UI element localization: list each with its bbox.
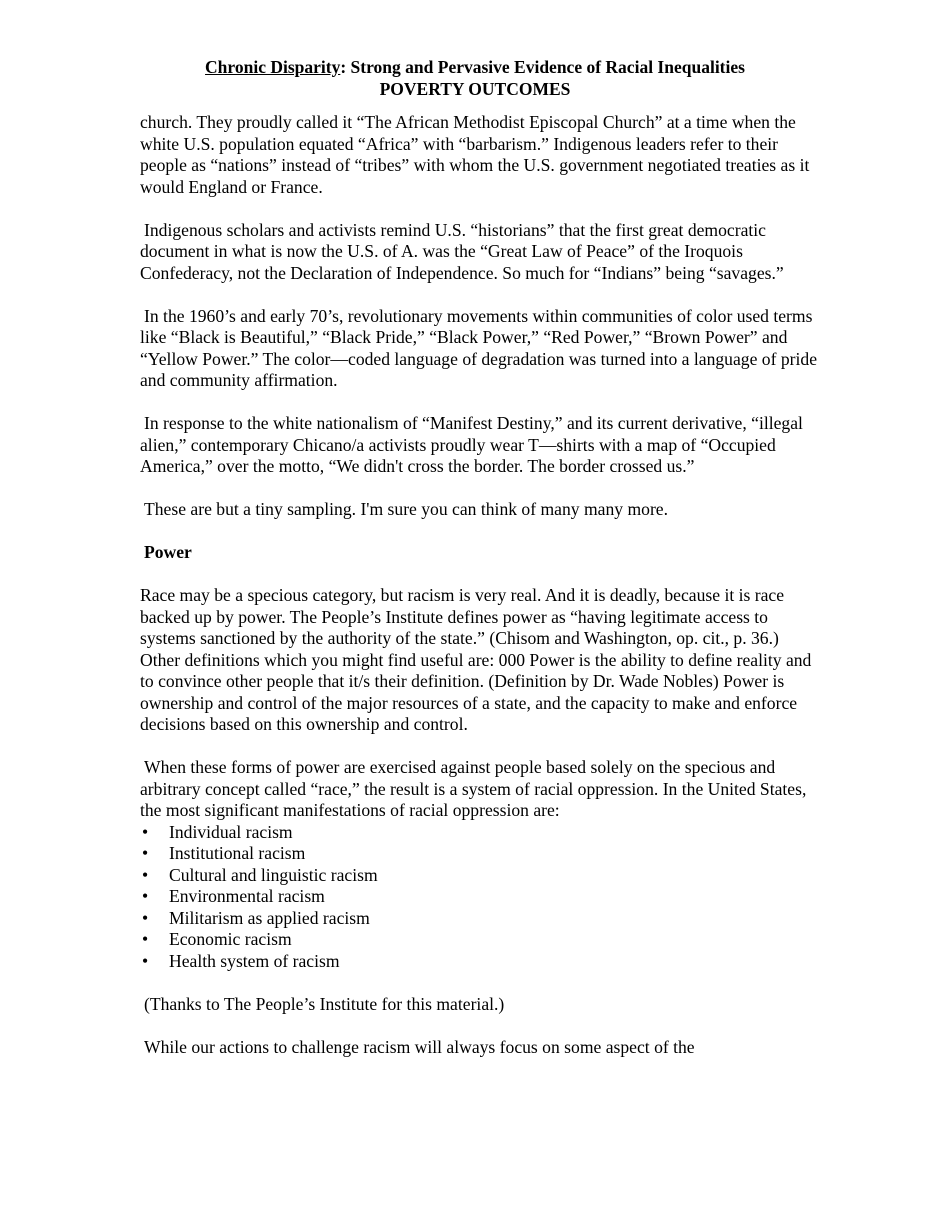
header-title-underlined: Chronic Disparity (205, 57, 341, 77)
paragraph-2: Indigenous scholars and activists remind U.S. “historians” that the first great democratic document in what is now the U.S. of A. was the “Great Law of Peace” of the Iroquois Confederacy, not the Declaration of Independence. So much for “Indians” being “savages.” (140, 219, 784, 283)
list-item-text: Individual racism (169, 821, 293, 842)
section-heading-power: Power (144, 542, 192, 562)
bullet-icon: • (142, 929, 149, 949)
list-item (140, 886, 820, 908)
list-item-text: Economic racism (169, 929, 292, 949)
page-header (0, 56, 950, 100)
paragraph-6: Race may be a specious category, but racism is very real. And it is deadly, because it is race backed up by power. The People’s Institute defines power as “having legitimate access to systems sanctioned by the authority of the state.” (Chisom and Washington, op. cit., p. 36.) Other definitions which you might find useful are: 000 Power is the ability to define reality and to convince other people that it/s their definition. (Definition by Dr. Wade Nobles) Power is ownership and control of the major resources of a state, and the capacity to make and enforce decisions based on this ownership and control. (140, 585, 812, 734)
header-subtitle: POVERTY OUTCOMES (379, 79, 571, 99)
list-item-text: Health system of racism (169, 950, 340, 971)
list-item (140, 929, 820, 951)
document-body (140, 112, 820, 1080)
racism-manifestations-list (140, 822, 820, 973)
bullet-icon: • (142, 886, 149, 906)
paragraph-5: These are but a tiny sampling. I'm sure you can think of many many more. (144, 499, 669, 519)
list-item (140, 908, 820, 930)
paragraph-4: In response to the white nationalism of “Manifest Destiny,” and its current derivative, “illegal alien,” contemporary Chicano/a activists proudly wear T—shirts with a map of “Occupied America,” over the motto, “We didn't cross the border. The border crossed us.” (140, 413, 803, 476)
list-item (140, 865, 820, 887)
paragraph-3: In the 1960’s and early 70’s, revolutionary movements within communities of color used terms like “Black is Beautiful,” “Black Pride,” “Black Power,” “Red Power,” “Brown Power” and “Yellow Power.” The color—coded language of degradation was turned into a language of pride and community affirmation. (140, 305, 817, 390)
list-item-text: Cultural and linguistic racism (169, 864, 378, 885)
header-title (0, 56, 950, 78)
paragraph-9: While our actions to challenge racism will always focus on some aspect of the (144, 1036, 695, 1057)
list-item (140, 951, 820, 973)
list-item-text: Institutional racism (169, 843, 306, 863)
list-item-text: Environmental racism (169, 886, 325, 906)
header-title-rest: : Strong and Pervasive Evidence of Racial Inequalities (340, 57, 745, 77)
paragraph-7: When these forms of power are exercised against people based solely on the specious and arbitrary concept called “race,” the result is a system of racial oppression. In the United States, the most significant manifestations of racial oppression are: (140, 757, 807, 820)
bullet-icon: • (142, 950, 149, 971)
paragraph-8: (Thanks to The People’s Institute for this material.) (144, 993, 505, 1014)
list-item (140, 822, 820, 844)
bullet-icon: • (142, 821, 149, 842)
list-item (140, 843, 820, 865)
bullet-icon: • (142, 864, 149, 885)
paragraph-1: church. They proudly called it “The African Methodist Episcopal Church” at a time when the white U.S. population equated “Africa” with “barbarism.” Indigenous leaders refer to their people as “nations” instead of “tribes” with whom the U.S. government negotiated treaties as it would England or France. (140, 112, 810, 197)
bullet-icon: • (142, 907, 149, 928)
list-item-text: Militarism as applied racism (169, 907, 370, 928)
bullet-icon: • (142, 843, 149, 863)
